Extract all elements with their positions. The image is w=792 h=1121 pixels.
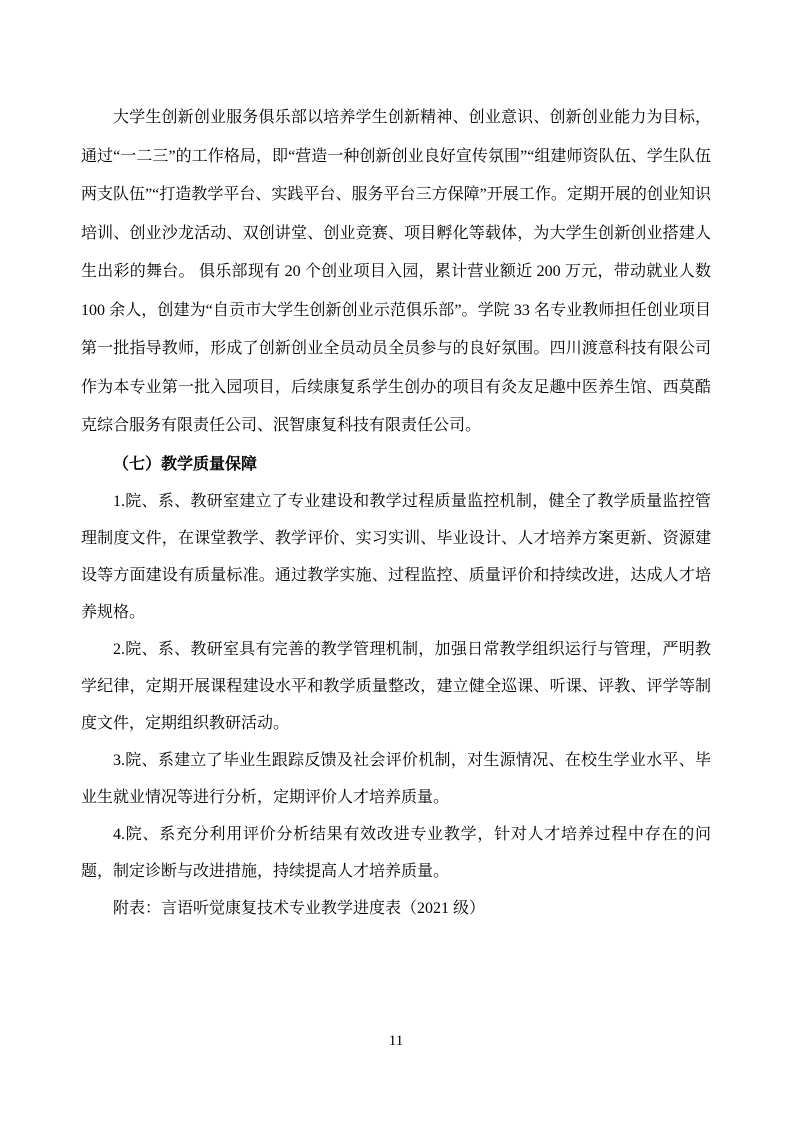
paragraph-club-intro: 大学生创新创业服务俱乐部以培养学生创新精神、创业意识、创新创业能力为目标，通过“一二三”的工作格局，即“营造一种创新创业良好宣传氛围”“组建师资队伍、学生队伍两支队伍”“打造教学平台、实践平台、服务平台三方保障”开展工作。定期开展的创业知识培训、创业沙龙活动、双创讲堂、创业竞赛、项目孵化等载体，为大学生创新创业搭建人生出彩的舞台。 俱乐部现有 20 个创业项目入园，累计营业额近 200 万元，带动就业人数 100 余人，创建为“自贡市大学生创新创业示范俱乐部”。学院 33 名专业教师担任创业项目第一批指导教师，形成了创新创业全员动员全员参与的良好氛围。四川渡意科技有限公司作为本专业第一批入园项目，后续康复系学生创办的项目有灸友足趣中医养生馆、西莫酷克综合服务有限责任公司、泯智康复科技有限责任公司。	[81, 109, 711, 434]
paragraph-item-3: 3.院、系建立了毕业生跟踪反馈及社会评价机制，对生源情况、在校生学业水平、毕业生就业情况等进行分析，定期评价人才培养质量。	[81, 751, 711, 806]
paragraph-item-4: 4.院、系充分利用评价分析结果有效改进专业教学，针对人才培养过程中存在的问题，制定诊断与改进措施，持续提高人才培养质量。	[81, 825, 711, 880]
section-heading: （七）教学质量保障	[113, 455, 258, 473]
paragraph-item-2: 2.院、系、教研室具有完善的教学管理机制，加强日常教学组织运行与管理，严明教学纪律，定期开展课程建设水平和教学质量整改，建立健全巡课、听课、评教、评学等制度文件，定期组织教研活动。	[81, 640, 711, 732]
document-page	[81, 99, 711, 927]
attachment-note: 附表：言语听觉康复技术专业教学进度表（2021 级）	[113, 899, 486, 917]
page-number: 11	[388, 1033, 404, 1049]
section-quality-assurance	[81, 446, 711, 927]
paragraph-item-1: 1.院、系、教研室建立了专业建设和教学过程质量监控机制，健全了教学质量监控管理制度文件，在课堂教学、教学评价、实习实训、毕业设计、人才培养方案更新、资源建设等方面建设有质量标准。通过教学实施、过程监控、质量评价和持续改进，达成人才培养规格。	[81, 492, 711, 621]
